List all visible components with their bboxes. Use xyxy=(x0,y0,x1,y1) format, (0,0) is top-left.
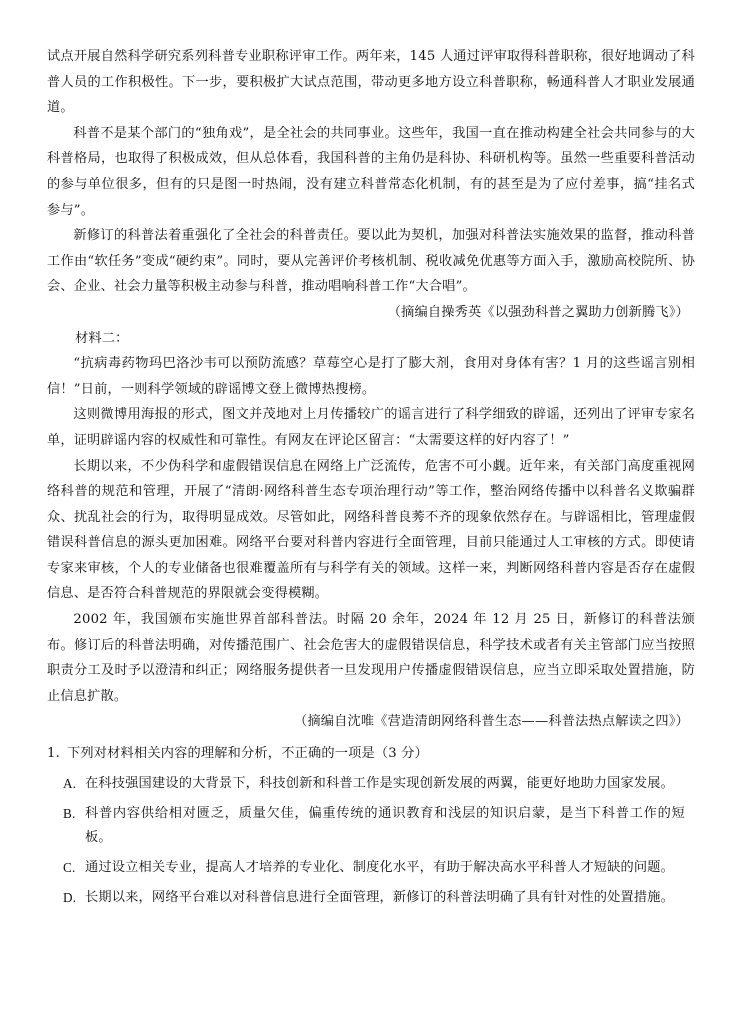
option-c[interactable] xyxy=(47,856,695,880)
paragraph-7: 2002 年，我国颁布实施世界首部科普法。时隔 20 余年，2024 年 12 月 25 日，新修订的科普法颁布。修订后的科普法明确，对传播范围广、社会危害大的虚假错误信息，科学技术或者有关主管部门应当按照职责分工及时予以澄清和纠正；网络服务提供者一旦发现用户传播虚假错误信息，应当立即采取处置措施，防止信息扩散。 xyxy=(47,612,695,704)
paragraph-5: 这则微博用海报的形式，图文并茂地对上月传播较广的谣言进行了科学细致的辟谣，还列出了评审专家名单，证明辟谣内容的权威性和可靠性。有网友在评论区留言：“太需要这样的好内容了！” xyxy=(47,407,695,448)
option-text: 通过设立相关专业，提高人才培养的专业化、制度化水平，有助于解决高水平科普人才短缺的问题。 xyxy=(85,860,675,875)
source-citation-1: （摘编自操秀英《以强劲科普之翼助力创新腾飞》） xyxy=(387,304,689,320)
question-stem-row xyxy=(47,742,695,766)
option-b[interactable] xyxy=(47,802,695,850)
option-a[interactable] xyxy=(47,772,695,796)
question-1 xyxy=(47,742,695,916)
option-d[interactable] xyxy=(47,886,695,910)
paragraph-1: 试点开展自然科学研究系列科普专业职称评审工作。两年来，145 人通过评审取得科普职称，很好地调动了科普人员的工作积极性。下一步，要积极扩大试点范围，带动更多地方设立科普职称，畅通科普人才职业发展通道。 xyxy=(47,49,695,116)
question-number: 1. xyxy=(47,746,60,761)
paragraph-2: 科普不是某个部门的“独角戏”，是全社会的共同事业。这些年，我国一直在推动构建全社会共同参与的大科普格局，也取得了积极成效，但从总体看，我国科普的主角仍是科协、科研机构等。虽然一些重要科普活动的参与单位很多，但有的只是图一时热闹，没有建立科普常态化机制，有的甚至是为了应付差事，搞“挂名式参与”。 xyxy=(47,125,695,218)
paragraph-3: 新修订的科普法着重强化了全社会的科普责任。要以此为契机，加强对科普法实施效果的监督，推动科普工作由“软任务”变成“硬约束”。同时，要从完善评价考核机制、税收减免优惠等方面入手，激励高校院所、协会、企业、社会力量等积极主动参与科普，推动唱响科普工作“大合唱”。 xyxy=(47,228,695,295)
source-citation-2: （摘编自沈唯《营造清朗网络科普生态——科普法热点解读之四》） xyxy=(293,714,689,730)
option-text: 长期以来，网络平台难以对科普信息进行全面管理，新修订的科普法明确了具有针对性的处置措施。 xyxy=(85,890,675,905)
material-two-label: 材料二： xyxy=(75,330,129,346)
option-text: 在科技强国建设的大背景下，科技创新和科普工作是实现创新发展的两翼，能更好地助力国家发展。 xyxy=(85,776,675,791)
question-stem: 下列对材料相关内容的理解和分析，不正确的一项是（3 分） xyxy=(67,746,429,761)
material-one-passage xyxy=(47,44,695,735)
paragraph-4: “抗病毒药物玛巴洛沙韦可以预防流感？草莓空心是打了膨大剂，食用对身体有害？1 月的这些谣言别相信！”日前，一则科学领域的辟谣博文登上微博热搜榜。 xyxy=(47,356,695,397)
option-label: B. xyxy=(63,806,76,821)
paragraph-6: 长期以来，不少伪科学和虚假错误信息在网络上广泛流传，危害不可小觑。近年来，有关部门高度重视网络科普的规范和管理，开展了“清朗·网络科普生态专项治理行动”等工作，整治网络传播中以科普名义欺骗群众、扰乱社会的行为，取得明显成效。尽管如此，网络科普良莠不齐的现象依然存在。与辟谣相比，管理虚假错误科普信息的源头更加困难。网络平台要对科普内容进行全面管理，目前只能通过人工审核的方式。即使请专家来审核，个人的专业储备也很难覆盖所有与科学有关的领域。这样一来，判断网络科普内容是否存在虚假信息、是否符合科普规范的界限就会变得模糊。 xyxy=(47,458,695,602)
option-label: C. xyxy=(63,860,76,875)
option-text: 科普内容供给相对匮乏，质量欠佳，偏重传统的通识教育和浅层的知识启蒙，是当下科普工作的短板。 xyxy=(85,806,685,845)
option-label: A. xyxy=(63,776,77,791)
option-label: D. xyxy=(63,890,77,905)
